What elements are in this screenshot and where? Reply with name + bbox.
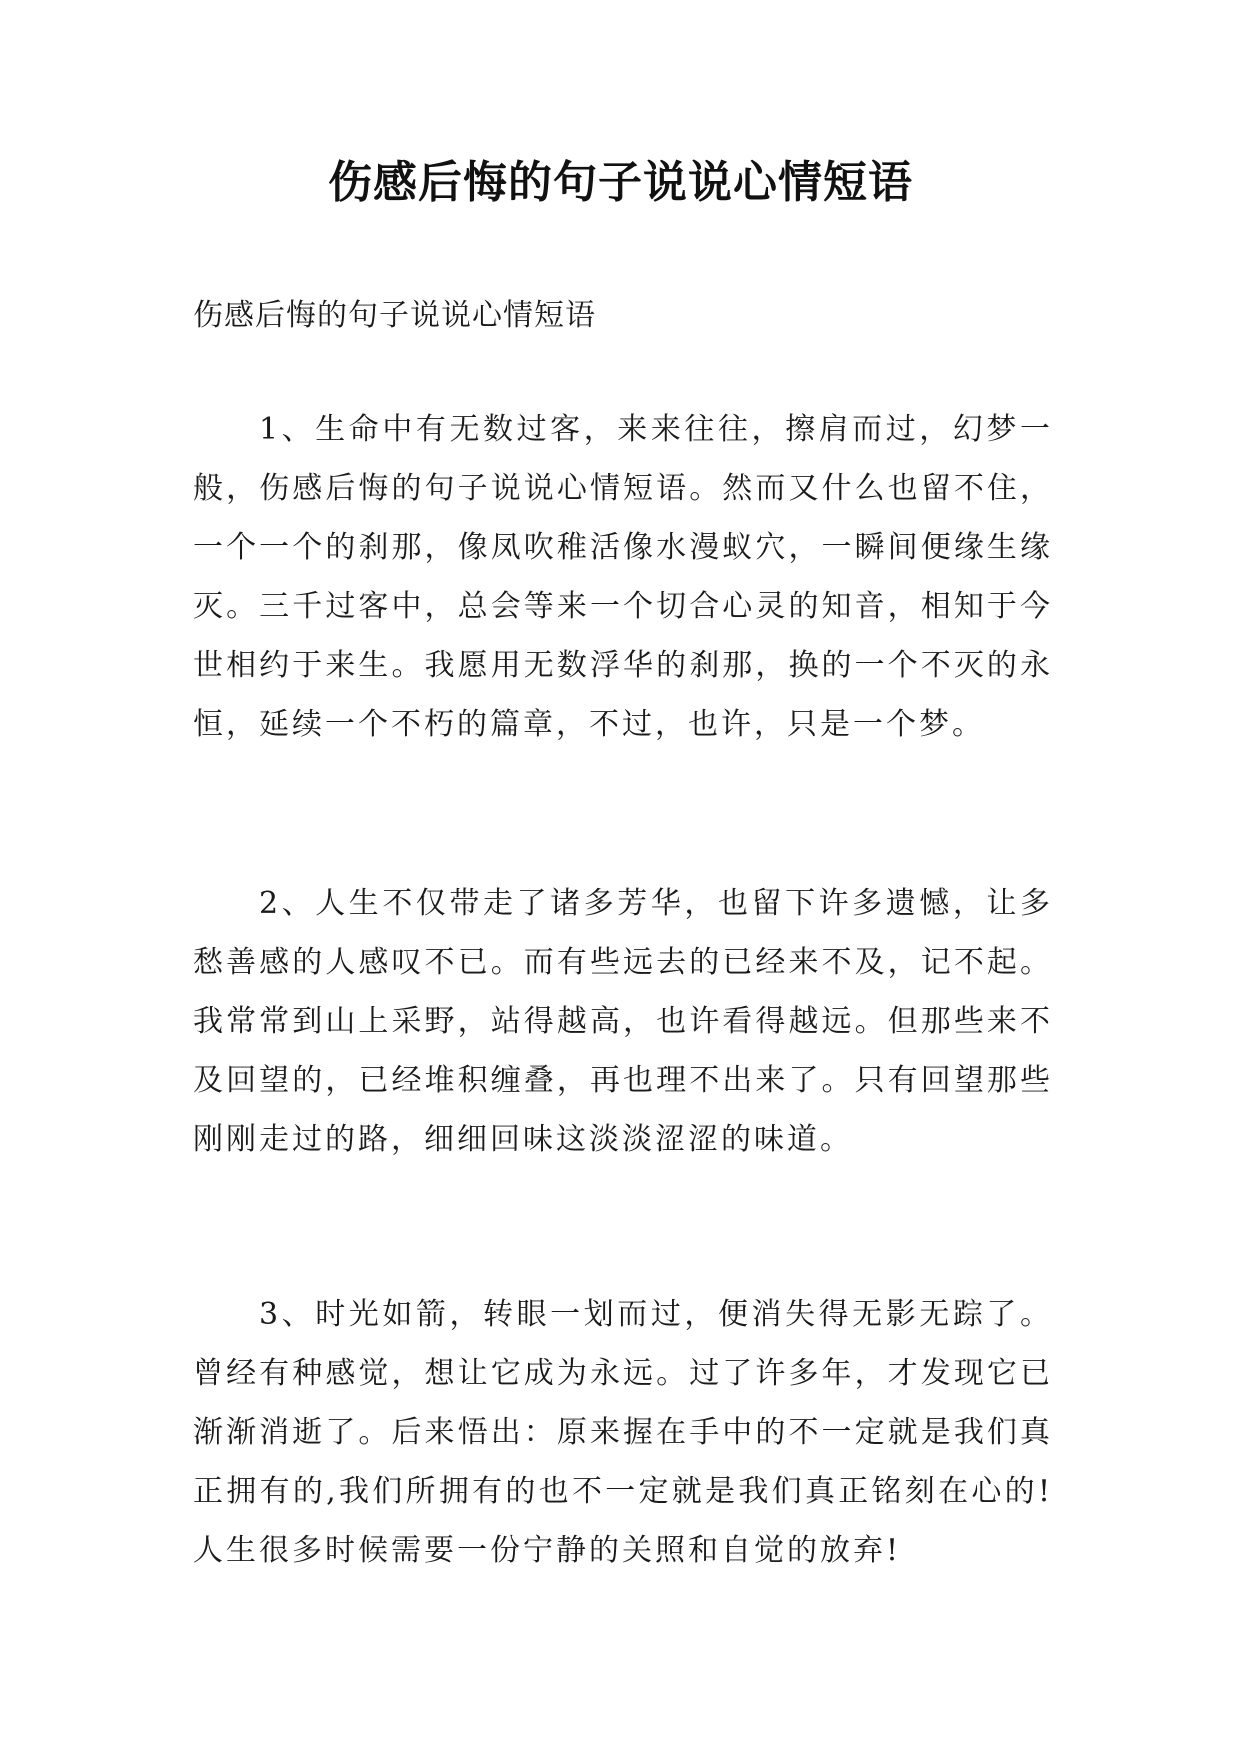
document-title: 伤感后悔的句子说说心情短语: [328, 157, 913, 208]
paragraph-2: 2、人生不仅带走了诸多芳华，也留下许多遗憾，让多愁善感的人感叹不已。而有些远去的已经来不及，记不起。我常常到山上采野，站得越高，也许看得越远。但那些来不及回望的，已经堆积缠叠，再也理不出来了。只有回望那些刚刚走过的路，细细回味这淡淡涩涩的味道。: [193, 886, 1053, 1157]
paragraph-3: 3、时光如箭，转眼一划而过，便消失得无影无踪了。曾经有种感觉，想让它成为永远。过了许多年，才发现它已渐渐消逝了。后来悟出：原来握在手中的不一定就是我们真正拥有的,我们所拥有的也不一定就是我们真正铭刻在心的!人生很多时候需要一份宁静的关照和自觉的放弃!: [193, 1297, 1053, 1568]
paragraph-1: 1、生命中有无数过客，来来往往，擦肩而过，幻梦一般，伤感后悔的句子说说心情短语。然而又什么也留不住，一个一个的刹那，像凤吹稚活像水漫蚁穴，一瞬间便缘生缘灭。三千过客中，总会等来一个切合心灵的知音，相知于今世相约于来生。我愿用无数浮华的刹那，换的一个不灭的永恒，延续一个不朽的篇章，不过，也许，只是一个梦。: [193, 412, 1053, 742]
document-subtitle: 伤感后悔的句子说说心情短语: [193, 298, 596, 333]
